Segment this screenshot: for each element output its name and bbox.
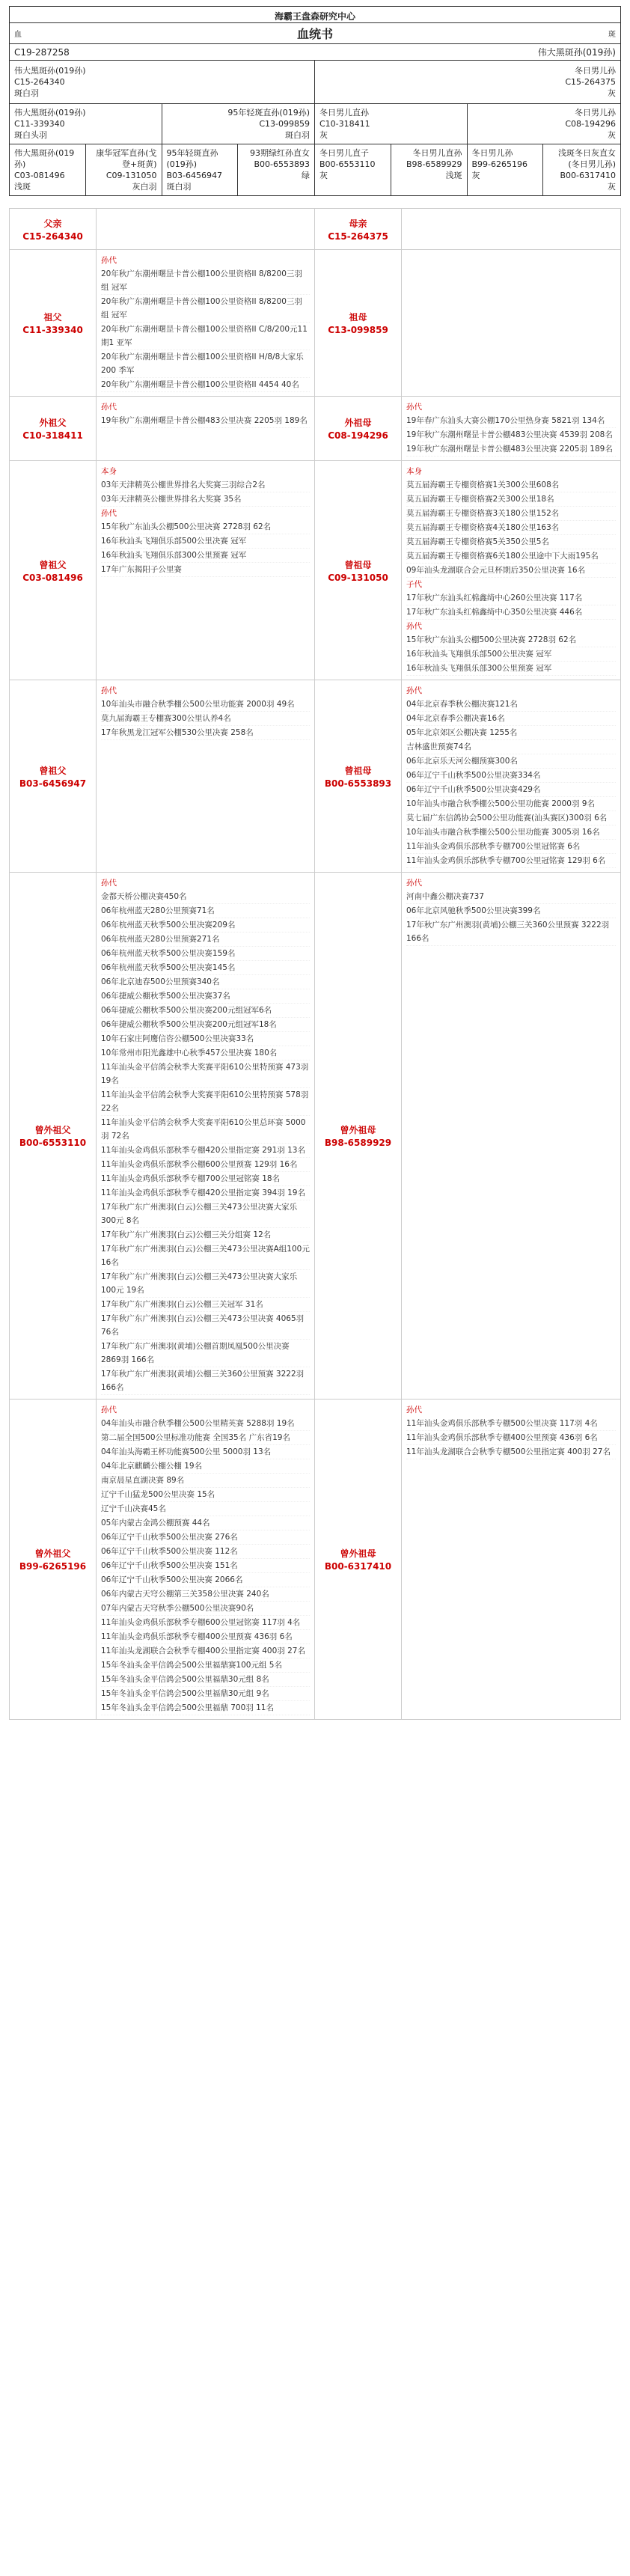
entry-name-block (315, 1400, 402, 1719)
result-line: 11年汕头金平信鸽会秋季大奖赛平阳610公里特预赛 578羽 22名 (101, 1088, 310, 1116)
relation-label: 父亲 (43, 218, 62, 229)
bird-sire-name: 伟大黑斑孙(019孙) (537, 47, 616, 58)
ggp-color: 浅斑 (445, 171, 462, 180)
result-line: 17年秋广东广州澳羽(黄埔)公棚首期凤凰500公里决赛 2869羽 166名 (101, 1340, 310, 1367)
ggp-color: 绿 (302, 171, 310, 180)
entry-results (97, 209, 314, 249)
seal-left: 血 (14, 31, 22, 39)
entry-name-block (315, 209, 402, 249)
gp-ring: C08-194296 (565, 119, 616, 129)
entry-results (402, 1400, 620, 1719)
result-line: 06年辽宁千山秋季500公里决赛429名 (406, 783, 616, 797)
result-line: 11年汕头金鸡俱乐部秋季专棚700公里冠铭赛 129羽 6名 (406, 854, 616, 868)
result-line: 04年北京春季公棚决赛16名 (406, 712, 616, 726)
result-line: 06年捷威公棚秋季500公里决赛200元组冠军18名 (101, 1018, 310, 1032)
cert-header-row (10, 7, 620, 23)
result-line: 20年秋广东潮州曙昰卡普公棚100公里资格II 8/8200三羽组 冠军 (101, 295, 310, 323)
result-line: 06年内蒙古天穹公棚第三关358公里决赛 240名 (101, 1587, 310, 1602)
pedigree-entry (315, 397, 620, 460)
pedigree-entry (10, 461, 315, 680)
entry-results (402, 873, 620, 1399)
result-line: 16年秋汕头飞翔俱乐部300公里预赛 冠军 (406, 662, 616, 676)
result-line: 11年汕头金鸡俱乐部秋季专棚420公里指定赛 394羽 19名 (101, 1186, 310, 1200)
ggp-color: 灰 (319, 171, 328, 180)
section-title: 孙代 (101, 879, 117, 888)
result-line: 11年汕头金鸡俱乐部秋季专棚600公里冠铭赛 117羽 4名 (101, 1616, 310, 1630)
result-line: 06年辽宁千山秋季500公里决赛 151名 (101, 1559, 310, 1573)
result-line: 09年汕头龙湖联合会元旦杯期后350公里决赛 16名 (406, 564, 616, 578)
ggp-cell-1 (86, 144, 162, 195)
pedigree-entry (315, 250, 620, 396)
pedigree-entry (315, 1400, 620, 1719)
section-title: 子代 (406, 580, 422, 589)
result-line: 莫五届海霸王专棚资格赛6关180公里途中下大雨195名 (406, 549, 616, 564)
relation-label: 曾祖父 (39, 559, 67, 570)
result-line: 04年北京麒麟公棚公棚 19名 (101, 1459, 310, 1474)
ring-number: B00-6553110 (19, 1138, 87, 1148)
section-title: 孙代 (406, 879, 422, 888)
ggp-color: 斑白羽 (166, 182, 192, 192)
ring-number: C09-131050 (328, 572, 388, 583)
result-line: 06年北京乐天河公棚预赛300名 (406, 754, 616, 769)
pedigree-entry (10, 1400, 315, 1719)
ring-number: C10-318411 (22, 430, 83, 441)
relation-label: 外祖父 (39, 418, 67, 428)
result-line: 06年杭州蓝天秋季500公里决赛159名 (101, 947, 310, 961)
result-line: 06年辽宁千山秋季500公里决赛 276名 (101, 1530, 310, 1545)
result-line: 03年天津精英公棚世界排名大奖赛 35名 (101, 492, 310, 507)
entry-name-block (10, 680, 97, 872)
entry-results (97, 461, 314, 680)
result-line: 11年汕头金鸡俱乐部秋季专棚400公里预赛 436羽 6名 (101, 1630, 310, 1644)
result-line: 19年秋广东潮州曙昰卡普公棚483公里决赛 4539羽 208名 (406, 428, 616, 442)
pedigree-row (10, 250, 620, 397)
entry-name-block (315, 461, 402, 680)
gp-ring: C13-099859 (259, 119, 310, 129)
ggp-cell-7 (543, 144, 620, 195)
result-line: 06年捷威公棚秋季500公里决赛37名 (101, 989, 310, 1004)
sire-cell (10, 61, 315, 103)
result-line: 河南中鑫公棚决赛737 (406, 890, 616, 904)
entry-results (97, 397, 314, 460)
pedigree-entry (315, 461, 620, 680)
relation-label: 曾外祖母 (340, 1548, 376, 1559)
ggp-cell-6 (468, 144, 544, 195)
result-line: 辽宁千山猛龙500公里决赛 15名 (101, 1488, 310, 1502)
entry-name-block (10, 1400, 97, 1719)
result-line: 04年北京春季秋公棚决赛121名 (406, 698, 616, 712)
result-line: 11年汕头金平信鸽会秋季大奖赛平阳610公里特预赛 473羽 19名 (101, 1060, 310, 1088)
ring-number: B00-6553893 (324, 778, 392, 789)
result-line: 15年冬汕头金平信鸽会500公里福鼎赛100元组 5名 (101, 1658, 310, 1673)
ring-number: B03-6456947 (19, 778, 87, 789)
result-line: 15年冬汕头金平信鸽会500公里福鼎30元组 9名 (101, 1687, 310, 1701)
result-line: 11年汕头金鸡俱乐部秋季专棚400公里预赛 436羽 6名 (406, 1431, 616, 1445)
pedigree-certificate (9, 6, 621, 196)
cert-title: 血统书 (296, 27, 333, 41)
entry-results (402, 397, 620, 460)
result-line: 15年冬汕头金平信鸽会500公里福鼎 700羽 11名 (101, 1701, 310, 1715)
center-name: 海霸王盘森研究中心 (274, 11, 355, 22)
result-line: 06年辽宁千山秋季500公里决赛334名 (406, 769, 616, 783)
result-line: 06年杭州蓝天280公里预赛271名 (101, 933, 310, 947)
section-title: 孙代 (406, 686, 422, 695)
gp-name: 伟大黑斑孙(019孙) (14, 108, 86, 117)
entry-name-block (315, 680, 402, 872)
result-line: 11年汕头金鸡俱乐部秋季专棚420公里指定赛 291羽 13名 (101, 1144, 310, 1158)
result-line: 第二届全国500公里标准功能赛 全国35名 广东省19名 (101, 1431, 310, 1445)
pedigree-row (10, 209, 620, 250)
sire-color: 斑白羽 (14, 88, 39, 98)
entry-name-block (315, 397, 402, 460)
pedigree-row (10, 873, 620, 1400)
ring-number: C11-339340 (22, 325, 83, 335)
result-line: 17年秋广东广州澳羽(白云)公棚三关分组赛 12名 (101, 1228, 310, 1242)
pedigree-entry (10, 209, 315, 249)
ring-number: C15-264375 (328, 231, 388, 242)
result-line: 17年秋广东汕头红棉鑫绮中心260公里决赛 117名 (406, 591, 616, 605)
pedigree-entry (10, 873, 315, 1399)
entry-results (97, 250, 314, 396)
gp-cell-2 (315, 104, 468, 144)
ggp-name: 浅斑冬日灰直女(冬日男儿孙) (558, 148, 616, 169)
gp-ring: C11-339340 (14, 119, 65, 129)
entry-name-block (10, 873, 97, 1399)
result-line: 莫五届海霸王专棚资格赛2关300公里18名 (406, 492, 616, 507)
result-line: 11年汕头金鸡俱乐部秋季专棚700公里冠铭赛 18名 (101, 1172, 310, 1186)
result-line: 20年秋广东潮州曙昰卡普公棚100公里资格II H/8/8大家乐200 季军 (101, 350, 310, 378)
result-line: 06年辽宁千山秋季500公里决赛 2066名 (101, 1573, 310, 1587)
entry-name-block (10, 461, 97, 680)
result-line: 06年北京风驰秋季500公里决赛399名 (406, 904, 616, 918)
result-line: 07年内蒙古天穹秋季公棚500公里决赛90名 (101, 1602, 310, 1616)
result-line: 04年汕头海霸王杯功能赛500公里 5000羽 13名 (101, 1445, 310, 1459)
relation-label: 曾祖母 (344, 765, 372, 776)
result-line: 19年秋广东潮州曙昰卡普公棚483公里决赛 2205羽 189名 (101, 414, 310, 428)
result-line: 11年汕头金鸡俱乐部秋季专棚500公里决赛 117羽 4名 (406, 1417, 616, 1431)
result-line: 17年秋黑龙江冠军公棚530公里决赛 258名 (101, 726, 310, 740)
result-line: 16年秋汕头飞翔俱乐部500公里决赛 冠军 (101, 534, 310, 549)
ggp-color: 灰 (608, 182, 616, 192)
result-line: 15年秋广东汕头公棚500公里决赛 2728羽 62名 (101, 520, 310, 534)
dam-name: 冬日男儿孙 (575, 66, 616, 76)
ggp-ring: C09-131050 (105, 171, 157, 180)
section-title: 孙代 (101, 403, 117, 412)
pedigree-entry (315, 680, 620, 872)
result-line: 11年汕头金鸡俱乐部秋季公棚600公里预赛 129羽 16名 (101, 1158, 310, 1172)
result-line: 16年秋汕头飞翔俱乐部500公里决赛 冠军 (406, 647, 616, 662)
entry-results (97, 680, 314, 872)
dam-cell (315, 61, 620, 103)
gp-color: 斑白羽 (285, 130, 310, 140)
grandparents-row (10, 104, 620, 144)
ggp-name: 95年轻斑直孙(019孙) (166, 148, 218, 169)
result-line: 莫五届海霸王专棚资格赛5关350公里5名 (406, 535, 616, 549)
pedigree-entry (10, 680, 315, 872)
entry-name-block (10, 397, 97, 460)
entry-name-block (315, 873, 402, 1399)
result-line: 20年秋广东潮州曙昰卡普公棚100公里资格II 8/8200三羽组 冠军 (101, 267, 310, 295)
seal-right: 斑 (608, 31, 616, 39)
gp-color: 灰 (319, 130, 328, 140)
relation-label: 祖父 (43, 312, 62, 323)
result-line: 10年汕头市融合秋季棚公500公里功能赛 2000羽 49名 (101, 698, 310, 712)
ggp-color: 灰 (471, 171, 480, 180)
gp-color: 斑白头羽 (14, 130, 47, 140)
result-line: 辽宁千山决赛45名 (101, 1502, 310, 1516)
result-line: 17年秋广东广州澳羽(白云)公棚三关473公里决赛A组100元 16名 (101, 1242, 310, 1270)
result-line: 06年杭州蓝天秋季500公里决赛209名 (101, 918, 310, 933)
gp-cell-1 (162, 104, 316, 144)
result-line: 15年秋广东汕头公棚500公里决赛 2728羽 62名 (406, 633, 616, 647)
ggp-color: 浅斑 (14, 182, 31, 192)
result-line: 19年春广东汕头大赛公棚170公里热身赛 5821羽 134名 (406, 414, 616, 428)
section-title: 孙代 (406, 403, 422, 412)
result-line: 16年秋汕头飞翔俱乐部300公里预赛 冠军 (101, 549, 310, 563)
result-line: 06年杭州蓝天秋季500公里决赛145名 (101, 961, 310, 975)
relation-label: 母亲 (349, 218, 367, 229)
pedigree-entry (10, 250, 315, 396)
ggp-ring: B00-6553110 (319, 159, 376, 169)
pedigree-entry (10, 397, 315, 460)
ggp-ring: B98-6589929 (406, 159, 462, 169)
result-line: 10年常州市阳光鑫雄中心秋季457公里决赛 180名 (101, 1046, 310, 1060)
result-line: 11年汕头龙湖联合会秋季专棚400公里指定赛 400羽 27名 (101, 1644, 310, 1658)
result-line: 04年汕头市融合秋季棚公500公里精英赛 5288羽 19名 (101, 1417, 310, 1431)
section-title: 孙代 (101, 256, 117, 265)
entry-name-block (10, 209, 97, 249)
ggp-ring: B99-6265196 (471, 159, 528, 169)
entry-results (402, 250, 620, 396)
ring-number: B00-6317410 (324, 1561, 392, 1572)
result-line: 17年秋广东广州澳羽(黄埔)公棚三关360公里预赛 3222羽 166名 (406, 918, 616, 946)
relation-label: 曾外祖父 (34, 1125, 71, 1135)
pedigree-row (10, 1400, 620, 1719)
ring-number: C03-081496 (22, 572, 83, 583)
section-title: 孙代 (406, 622, 422, 631)
ggp-ring: B00-6317410 (560, 171, 616, 180)
dam-ring: C15-264375 (565, 77, 616, 87)
ring-number: C15-264340 (22, 231, 83, 242)
result-line: 17年秋广东广州澳羽(白云)公棚三关冠军 31名 (101, 1298, 310, 1312)
result-line: 莫九届海霸王专棚赛300公里认养4名 (101, 712, 310, 726)
result-line: 20年秋广东潮州曙昰卡普公棚100公里资格II C/8/200元11期1 亚军 (101, 323, 310, 350)
gp-name: 冬日男儿直孙 (319, 108, 369, 117)
ggp-cell-2 (162, 144, 239, 195)
pedigree-entry (315, 873, 620, 1399)
result-line: 10年汕头市融合秋季棚公500公里功能赛 2000羽 9名 (406, 797, 616, 811)
ggp-ring: B03-6456947 (166, 171, 223, 180)
result-line: 17年秋广东广州澳羽(白云)公棚三关473公里决赛 4065羽 76名 (101, 1312, 310, 1340)
result-line: 03年天津精英公棚世界排名大奖赛三羽综合2名 (101, 478, 310, 492)
bird-ring: C19-287258 (14, 46, 70, 58)
pedigree-detail (9, 208, 621, 1720)
gp-color: 灰 (608, 130, 616, 140)
result-line: 莫五届海霸王专棚资格赛3关180公里152名 (406, 507, 616, 521)
bird-row (10, 44, 620, 61)
result-line: 06年北京迪春500公里预赛340名 (101, 975, 310, 989)
entry-results (402, 461, 620, 680)
result-line: 17年秋广东汕头红棉鑫绮中心350公里决赛 446名 (406, 605, 616, 620)
result-line: 11年汕头龙湖联合会秋季专棚500公里指定赛 400羽 27名 (406, 1445, 616, 1459)
relation-label: 外祖母 (344, 418, 372, 428)
cert-title-row (10, 23, 620, 44)
ring-number: C13-099859 (328, 325, 388, 335)
pedigree-entry (315, 209, 620, 249)
parents-row (10, 61, 620, 104)
result-line: 莫五届海霸王专棚资格赛4关180公里163名 (406, 521, 616, 535)
section-title: 孙代 (101, 686, 117, 695)
section-title: 孙代 (101, 509, 117, 518)
result-line: 10年汕头市融合秋季棚公500公里功能赛 3005羽 16名 (406, 825, 616, 840)
ggp-ring: C03-081496 (14, 171, 65, 180)
section-title: 孙代 (101, 1405, 117, 1414)
result-line: 06年杭州蓝天280公里预赛71名 (101, 904, 310, 918)
gp-name: 冬日男儿孙 (575, 108, 616, 117)
gp-cell-3 (468, 104, 621, 144)
great-grandparents-row (10, 144, 620, 195)
section-title: 本身 (406, 467, 422, 476)
pedigree-row (10, 397, 620, 461)
pedigree-row (10, 680, 620, 873)
result-line: 10年石家庄阿鹰信咨公棚500公里决赛33名 (101, 1032, 310, 1046)
ring-number: B98-6589929 (324, 1138, 392, 1148)
section-title: 本身 (101, 467, 117, 476)
ggp-name: 93期绿红孙直女 (250, 148, 310, 158)
pedigree-row (10, 461, 620, 680)
dam-color: 灰 (608, 88, 616, 98)
ggp-ring: B00-6553893 (254, 159, 310, 169)
entry-results (97, 1400, 314, 1719)
ggp-color: 灰白羽 (132, 182, 157, 192)
relation-label: 曾外祖母 (340, 1125, 376, 1135)
relation-label: 曾祖父 (39, 765, 67, 776)
ggp-cell-4 (315, 144, 391, 195)
result-line: 金都天桥公棚决赛450名 (101, 890, 310, 904)
entry-results (402, 680, 620, 872)
entry-results (402, 209, 620, 249)
section-title: 孙代 (406, 1405, 422, 1414)
relation-label: 曾祖母 (344, 559, 372, 570)
result-line: 莫七届广东信鸽协会500公里功能赛(汕头赛区)300羽 6名 (406, 811, 616, 825)
result-line: 17年秋广东广州澳羽(白云)公棚三关473公里决赛大家乐100元 19名 (101, 1270, 310, 1298)
ggp-name: 伟大黑斑孙(019孙) (14, 148, 75, 169)
ring-number: C08-194296 (328, 430, 388, 441)
ggp-name: 冬日男儿直孙 (412, 148, 462, 158)
result-line: 南京晨星直湖决赛 89名 (101, 1474, 310, 1488)
result-line: 05年内蒙古金鸿公棚预赛 44名 (101, 1516, 310, 1530)
entry-name-block (10, 250, 97, 396)
result-line: 06年捷威公棚秋季500公里决赛200元组冠军6名 (101, 1004, 310, 1018)
ggp-cell-5 (391, 144, 468, 195)
entry-results (97, 873, 314, 1399)
ggp-name: 康华冠军直孙(戈登+斑黄) (96, 148, 157, 169)
result-line: 17年广东揭阳子公里赛 (101, 563, 310, 577)
result-line: 20年秋广东潮州曙昰卡普公棚100公里资格II 4454 40名 (101, 378, 310, 392)
result-line: 15年冬汕头金平信鸽会500公里福鼎30元组 8名 (101, 1673, 310, 1687)
ggp-name: 冬日男儿孙 (471, 148, 513, 158)
sire-ring: C15-264340 (14, 77, 65, 87)
gp-cell-0 (10, 104, 162, 144)
result-line: 11年汕头金平信鸽会秋季大奖赛平阳610公里总环赛 5000羽 72名 (101, 1116, 310, 1144)
ring-number: B99-6265196 (19, 1561, 87, 1572)
result-line: 19年秋广东潮州曙昰卡普公棚483公里决赛 2205羽 189名 (406, 442, 616, 457)
ggp-cell-3 (238, 144, 315, 195)
result-line: 11年汕头金鸡俱乐部秋季专棚700公里冠铭赛 6名 (406, 840, 616, 854)
sire-name: 伟大黑斑孙(019孙) (14, 66, 86, 76)
relation-label: 曾外祖父 (34, 1548, 71, 1559)
ggp-cell-0 (10, 144, 86, 195)
result-line: 17年秋广东广州澳羽(黄埔)公棚三关360公里预赛 3222羽 166名 (101, 1367, 310, 1395)
result-line: 吉林盛世预赛74名 (406, 740, 616, 754)
gp-name: 95年轻斑直孙(019孙) (227, 108, 310, 117)
ggp-name: 冬日男儿直子 (319, 148, 369, 158)
result-line: 莫五届海霸王专棚资格赛1关300公里608名 (406, 478, 616, 492)
relation-label: 祖母 (349, 312, 367, 323)
entry-name-block (315, 250, 402, 396)
gp-ring: C10-318411 (319, 119, 370, 129)
result-line: 05年北京郊区公棚决赛 1255名 (406, 726, 616, 740)
result-line: 06年辽宁千山秋季500公里决赛 112名 (101, 1545, 310, 1559)
result-line: 17年秋广东广州澳羽(白云)公棚三关473公里决赛大家乐300元 8名 (101, 1200, 310, 1228)
